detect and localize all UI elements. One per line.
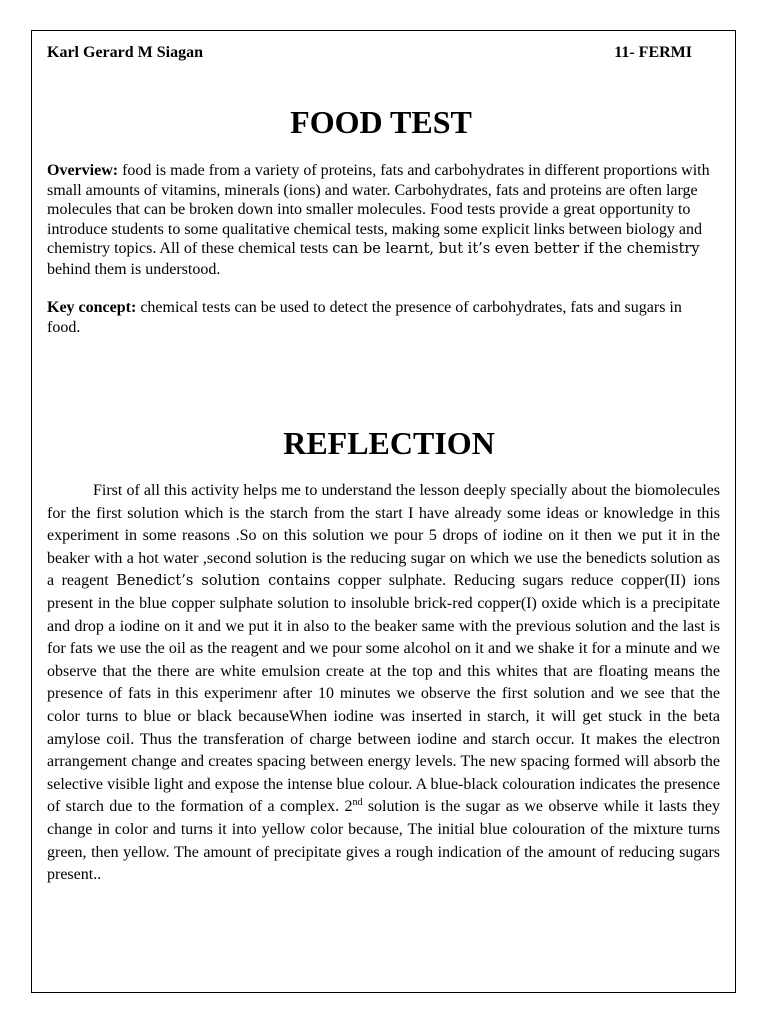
reflection-title: REFLECTION [283,425,495,461]
overview-text-end: behind them is understood. [47,260,221,278]
overview-paragraph [47,161,719,279]
reflection-text-end: solution is the sugar as we observe while it lasts they change in color and turns it into yellow color because, The initial blue colouration of the mixture turns green, then yellow. The amount of precipitate gives a rough indication of the amount of reducing sugars present.. [47,798,721,884]
key-concept-paragraph [47,298,719,337]
author-name: Karl Gerard M Siagan [47,44,203,61]
key-concept-label: Key concept: [47,299,137,316]
overview-label: Overview: [47,162,119,179]
reflection-text-alt-font: Benedict’s solution contains [116,573,331,590]
reflection-text: First of all this activity helps me to understand the lesson deeply specially about the biomolecules for the first solution which is the starch from the start I have already some ideas or knowledge in this experiment in some reasons .So on this solution we pour 5 drops of iodine on it then we put it in the beaker with a hot water ,second solution is the reducing sugar on which we use the benedicts solution as a reagent [47,482,720,590]
overview-text-alt-font: can be learnt, but it’s even better if the chemistry [332,241,700,257]
reflection-text-cont: copper sulphate. Reducing sugars reduce copper(II) ions present in the blue copper sulphate solution to insoluble brick-red copper(I) oxide which is a precipitate and drop a iodine on it and we put it in also to the beaker same with the previous solution and the last is for fats we use the oil as the reagent and we pour some alcohol on it and we shake it for a minute and we observe that the there are white emulsion create at the top and this whites that are floating means the presence of fats in this experimenr after 10 minutes we observe the first solution and we see that the color turns to blue or black becauseWhen iodine was inserted in starch, it will get stuck in the beta amylose coil. Thus the transferation of charge between iodine and starch occur. It makes the electron arrangement change and creates spacing between energy levels. The new spacing formed will absorb the selective visible light and expose the intense blue colour. A blue-black colouration indicates the presence of starch due to the formation of a complex. 2 [47,572,720,816]
section-code: 11- FERMI [614,44,692,61]
overview-text: food is made from a variety of proteins, fats and carbohydrates in different proportions with small amounts of vitamins, minerals (ions) and water. Carbohydrates, fats and proteins are often large molecules that can be broken down into smaller molecules. Food tests provide a great opportunity to introduce students to some qualitative chemical tests, making some explicit links between biology and chemistry topics. All of these chemical tests [47,162,710,257]
food-test-title: FOOD TEST [290,104,472,140]
header [47,44,692,66]
ordinal-superscript: nd [352,797,363,809]
reflection-paragraph [47,480,720,887]
key-concept-text: chemical tests can be used to detect the presence of carbohydrates, fats and sugars in food. [47,299,682,336]
